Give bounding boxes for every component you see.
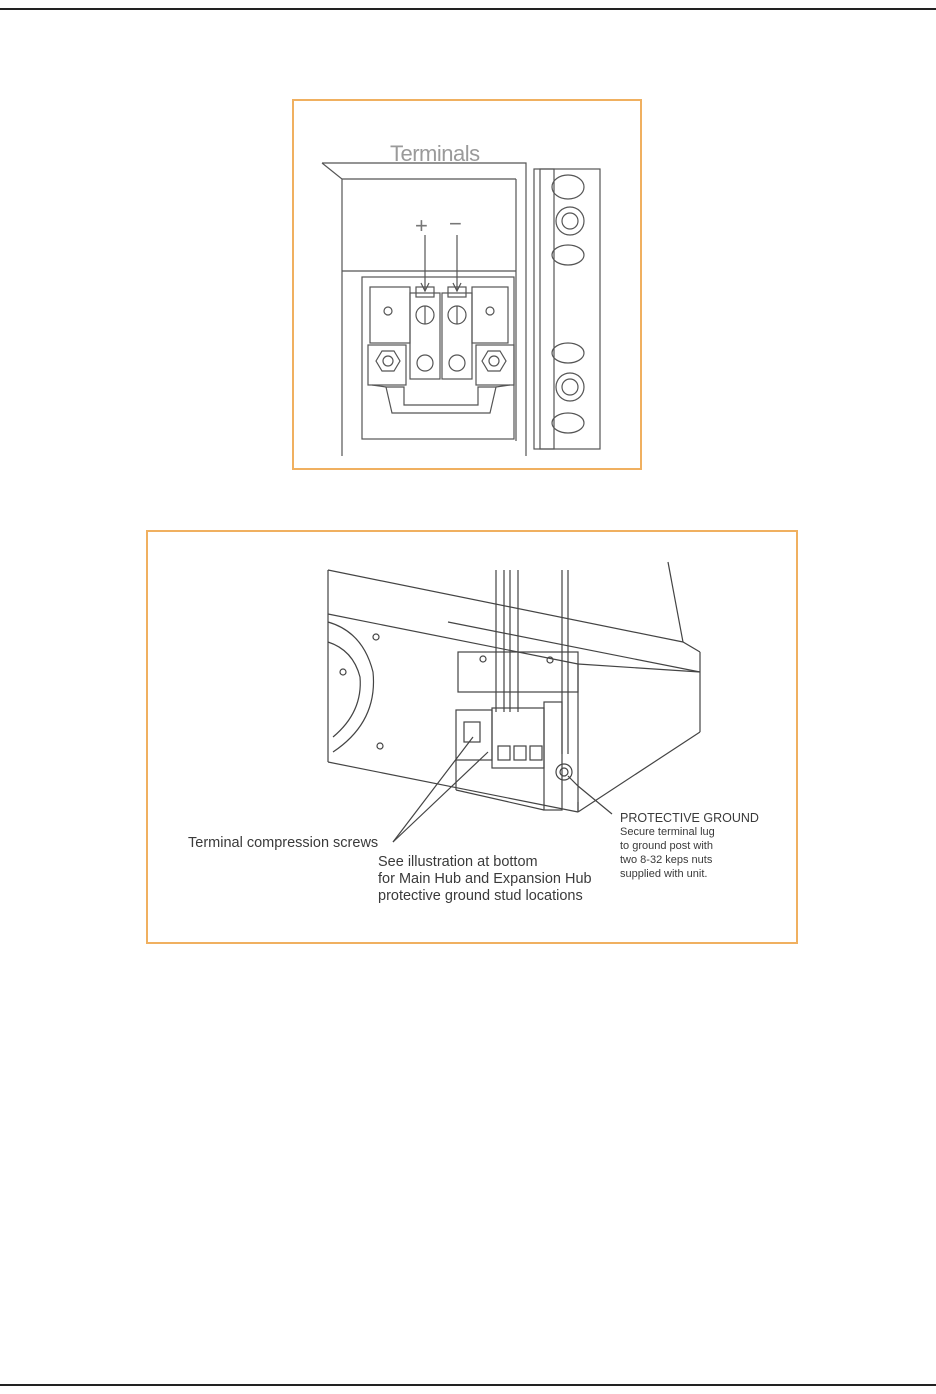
protective-ground-title: PROTECTIVE GROUND: [620, 811, 759, 825]
compression-screws-label: Terminal compression screws: [188, 835, 379, 851]
see-line-2: for Main Hub and Expansion Hub: [378, 871, 592, 887]
terminals-figure: [292, 99, 642, 470]
pg-line-3: two 8-32 keps nuts: [620, 854, 713, 866]
pg-line-2: to ground post with: [620, 840, 713, 852]
protective-ground-note: [620, 811, 759, 881]
pg-line-4: supplied with unit.: [620, 868, 708, 880]
positive-terminal-label: +: [415, 213, 428, 238]
negative-terminal-label: −: [449, 211, 462, 236]
see-line-1: See illustration at bottom: [378, 854, 538, 870]
terminals-title: Terminals: [390, 141, 480, 166]
see-line-3: protective ground stud locations: [378, 888, 583, 904]
footer-rule: [0, 1384, 936, 1386]
header-rule: [0, 8, 936, 10]
see-illustration-note: [378, 854, 592, 905]
pg-line-1: Secure terminal lug: [620, 826, 715, 838]
protective-ground-figure: [146, 530, 798, 944]
